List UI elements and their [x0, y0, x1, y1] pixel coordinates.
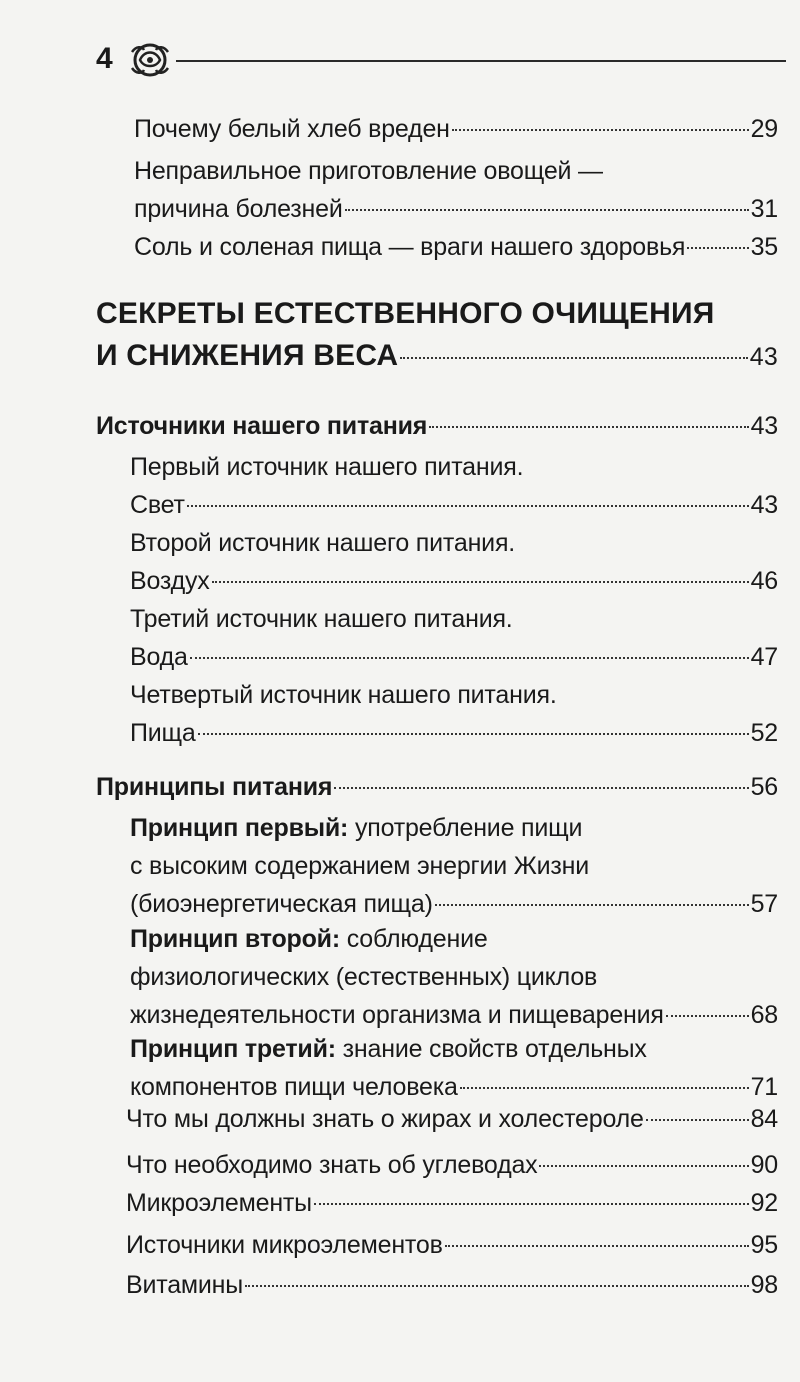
page-ref: 56: [750, 773, 778, 801]
page-ref: 57: [750, 890, 778, 918]
entry-title: Микроэлементы: [126, 1189, 312, 1217]
section-title-cont: И СНИЖЕНИЯ ВЕСА: [96, 339, 399, 372]
page-ref: 46: [750, 567, 778, 595]
toc-entry[interactable]: [130, 448, 778, 524]
entry-title-cont: (биоэнергетическая пища): [130, 890, 433, 918]
principle-label: Принцип второй:: [130, 925, 340, 953]
subsection-title: Источники нашего питания: [96, 412, 428, 440]
toc-entry[interactable]: [134, 110, 778, 148]
entry-title: Первый источник нашего питания.: [130, 453, 524, 481]
entry-title-cont: Пища: [130, 719, 196, 747]
toc-entry[interactable]: [126, 1226, 778, 1264]
page-ref: 47: [750, 643, 778, 671]
toc-subsection[interactable]: [96, 768, 778, 806]
entry-title-cont: причина болезней: [134, 195, 343, 223]
entry-title: знание свойств отдельных: [342, 1035, 647, 1063]
page-ref: 43: [750, 491, 778, 519]
toc-entry[interactable]: [126, 1146, 778, 1184]
toc-entry[interactable]: [130, 1030, 778, 1106]
entry-title: употребление пищи: [354, 814, 583, 842]
toc-entry[interactable]: [126, 1184, 778, 1222]
section-title: СЕКРЕТЫ ЕСТЕСТВЕННОГО ОЧИЩЕНИЯ: [96, 297, 715, 330]
toc-entry[interactable]: [130, 524, 778, 600]
entry-title: Витамины: [126, 1271, 244, 1299]
entry-title: Что мы должны знать о жирах и холестероле: [126, 1105, 644, 1133]
entry-title-cont: компонентов пищи человека: [130, 1073, 458, 1101]
entry-title: Что необходимо знать об углеводах: [126, 1151, 538, 1179]
page-ref: 29: [750, 115, 778, 143]
principle-label: Принцип первый:: [130, 814, 349, 842]
entry-title: Соль и соленая пища — враги нашего здоровья: [134, 233, 686, 261]
entry-title-cont: Воздух: [130, 567, 210, 595]
toc-entry[interactable]: [126, 1100, 778, 1138]
page-ref: 95: [750, 1231, 778, 1259]
entry-title: Второй источник нашего питания.: [130, 529, 516, 557]
page-ref: 71: [750, 1073, 778, 1101]
subsection-title: Принципы питания: [96, 773, 333, 801]
header-rule: [176, 60, 786, 62]
toc-entry[interactable]: [130, 600, 778, 676]
page-ref: 52: [750, 719, 778, 747]
page-header: [96, 38, 786, 86]
toc-entry[interactable]: [134, 228, 778, 266]
page-number: 4: [96, 42, 113, 75]
entry-title: соблюдение: [346, 925, 488, 953]
entry-title-cont: с высоким содержанием энергии Жизни: [130, 852, 590, 880]
entry-title-cont: Вода: [130, 643, 188, 671]
page-ref: 68: [750, 1001, 778, 1029]
toc-entry[interactable]: [130, 809, 778, 923]
page-ref: 43: [749, 343, 778, 371]
toc-entry[interactable]: [134, 152, 778, 228]
toc-subsection[interactable]: [96, 407, 778, 445]
toc-entry[interactable]: [130, 676, 778, 752]
entry-title: Четвертый источник нашего питания.: [130, 681, 557, 709]
entry-title: Источники микроэлементов: [126, 1231, 443, 1259]
entry-title-cont: Свет: [130, 491, 185, 519]
toc-entry[interactable]: [130, 920, 778, 1034]
page-ref: 90: [750, 1151, 778, 1179]
principle-label: Принцип третий:: [130, 1035, 336, 1063]
entry-title-cont: физиологических (естественных) циклов: [130, 963, 598, 991]
page-ref: 84: [750, 1105, 778, 1133]
ornament-icon: [126, 38, 174, 82]
page-ref: 35: [750, 233, 778, 261]
page-ref: 92: [750, 1189, 778, 1217]
entry-title-cont: жизнедеятельности организма и пищеварения: [130, 1001, 664, 1029]
page-ref: 43: [750, 412, 778, 440]
page-ref: 98: [750, 1271, 778, 1299]
toc-section[interactable]: [96, 293, 778, 378]
toc-entry[interactable]: [126, 1266, 778, 1304]
entry-title: Почему белый хлеб вреден: [134, 115, 450, 143]
page-ref: 31: [750, 195, 778, 223]
entry-title: Третий источник нашего питания.: [130, 605, 513, 633]
entry-title: Неправильное приготовление овощей —: [134, 157, 603, 185]
